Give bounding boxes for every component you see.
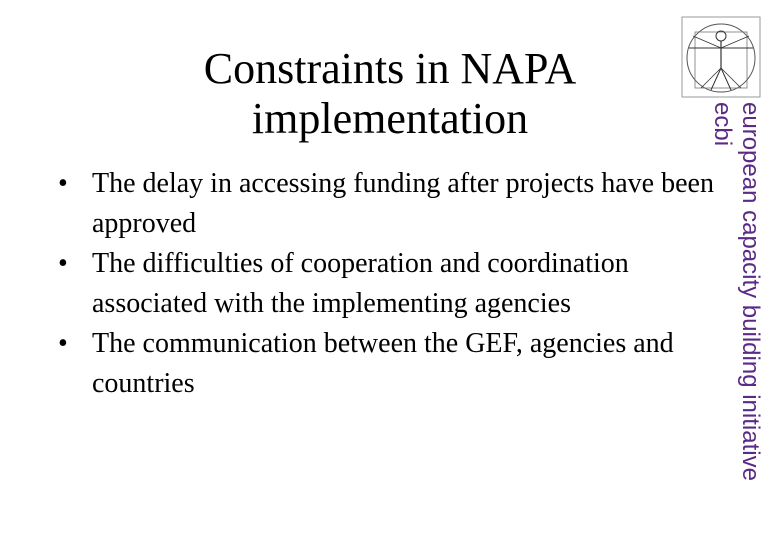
slide-title [150, 44, 630, 144]
bullet-item [58, 244, 718, 324]
org-vertical-label [708, 102, 764, 481]
bullet-text: The communication between the GEF, agencies and countries [92, 328, 674, 399]
bullet-marker: • [58, 328, 68, 359]
bullet-marker: • [58, 248, 68, 279]
bullet-text: The delay in accessing funding after projects have been approved [92, 168, 714, 239]
slide-title-line-1: Constraints in NAPA [203, 44, 577, 93]
bullet-marker: • [58, 168, 68, 199]
bullet-item [58, 164, 718, 244]
bullet-text: The difficulties of cooperation and coordination associated with the implementing agencies [92, 248, 629, 319]
org-name: european capacity building initiative [737, 102, 764, 481]
vitruvian-man-icon [681, 16, 761, 98]
slide-title-line-2: implementation [251, 94, 529, 143]
bullet-list [58, 164, 718, 404]
bullet-item [58, 324, 718, 404]
org-acronym: ecbi [709, 102, 736, 147]
